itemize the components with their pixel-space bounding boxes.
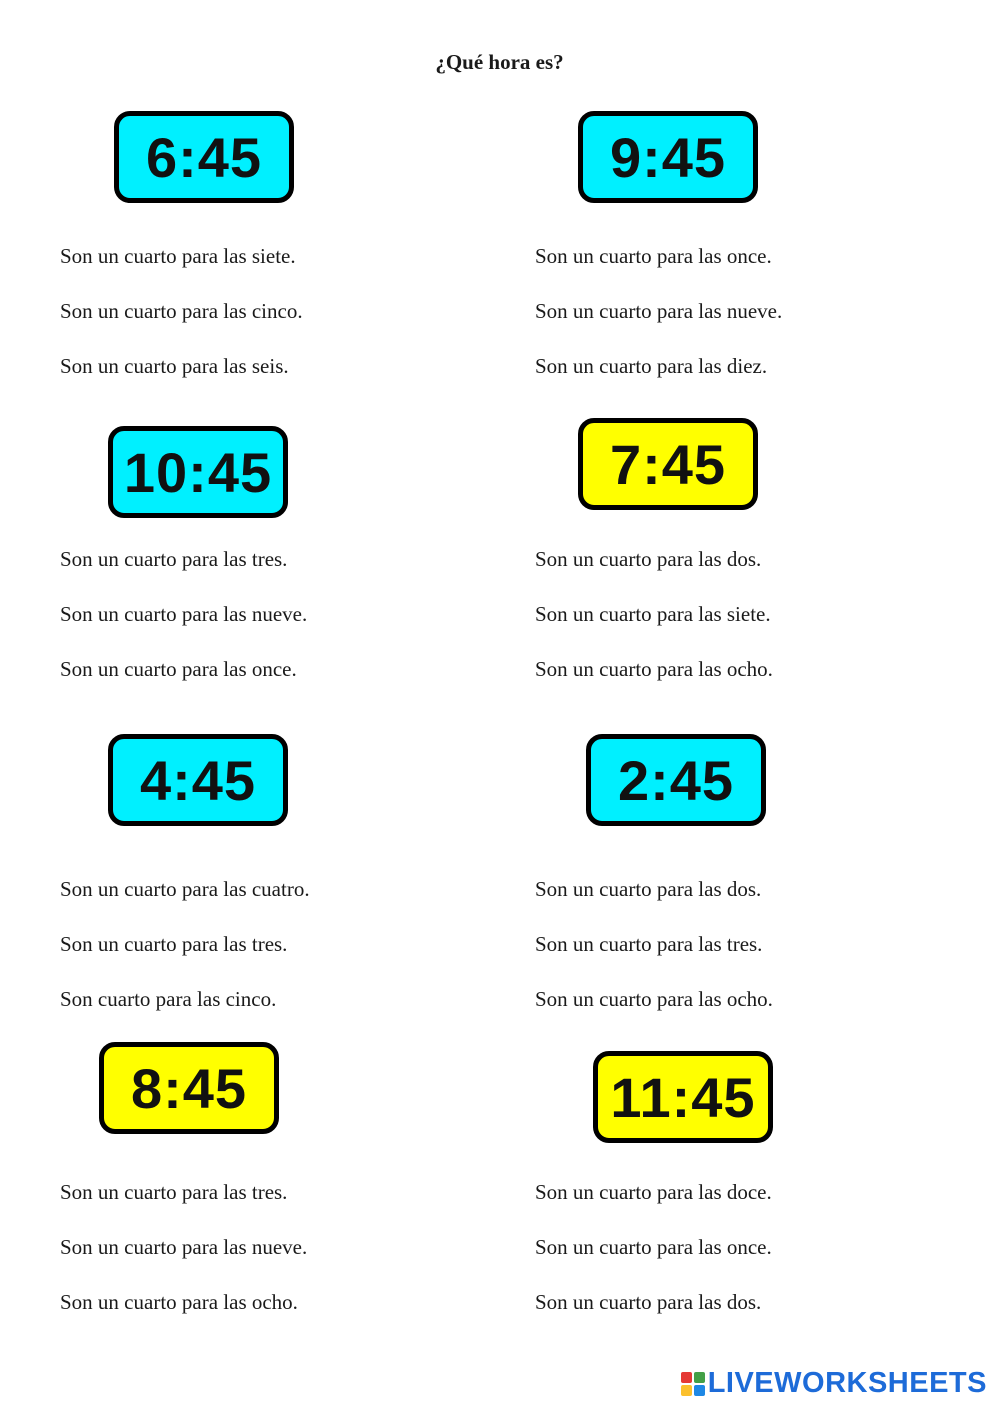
answer-option[interactable]: Son un cuarto para las once. xyxy=(535,1235,772,1259)
liveworksheets-logo-icon xyxy=(681,1372,705,1396)
liveworksheets-brand[interactable] xyxy=(681,1367,987,1400)
answer-option[interactable]: Son un cuarto para las ocho. xyxy=(60,1290,298,1314)
page-title: ¿Qué hora es? xyxy=(435,50,564,74)
digital-clock-display: 2:45 xyxy=(586,734,766,826)
answer-option[interactable]: Son un cuarto para las once. xyxy=(535,244,772,268)
answer-option[interactable]: Son un cuarto para las cuatro. xyxy=(60,877,310,901)
answer-option[interactable]: Son un cuarto para las doce. xyxy=(535,1180,772,1204)
digital-clock-display: 7:45 xyxy=(578,418,758,510)
answer-option[interactable]: Son un cuarto para las tres. xyxy=(60,1180,288,1204)
answer-option[interactable]: Son un cuarto para las diez. xyxy=(535,354,768,378)
digital-clock-display: 8:45 xyxy=(99,1042,279,1134)
answer-option[interactable]: Son un cuarto para las cinco. xyxy=(60,299,303,323)
answer-option[interactable]: Son un cuarto para las siete. xyxy=(60,244,296,268)
answer-option[interactable]: Son un cuarto para las once. xyxy=(60,657,297,681)
answer-option[interactable]: Son un cuarto para las dos. xyxy=(535,1290,762,1314)
answer-option[interactable]: Son un cuarto para las dos. xyxy=(535,547,762,571)
answer-option[interactable]: Son un cuarto para las ocho. xyxy=(535,987,773,1011)
digital-clock-display: 11:45 xyxy=(593,1051,773,1143)
brand-name: LIVEWORKSHEETS xyxy=(707,1367,987,1399)
answer-option[interactable]: Son un cuarto para las tres. xyxy=(535,932,763,956)
answer-option[interactable]: Son cuarto para las cinco. xyxy=(60,987,277,1011)
digital-clock-display: 10:45 xyxy=(108,426,288,518)
answer-option[interactable]: Son un cuarto para las seis. xyxy=(60,354,289,378)
answer-option[interactable]: Son un cuarto para las ocho. xyxy=(535,657,773,681)
answer-option[interactable]: Son un cuarto para las tres. xyxy=(60,547,288,571)
digital-clock-display: 4:45 xyxy=(108,734,288,826)
answer-option[interactable]: Son un cuarto para las tres. xyxy=(60,932,288,956)
digital-clock-display: 6:45 xyxy=(114,111,294,203)
digital-clock-display: 9:45 xyxy=(578,111,758,203)
answer-option[interactable]: Son un cuarto para las nueve. xyxy=(60,1235,308,1259)
answer-option[interactable]: Son un cuarto para las nueve. xyxy=(60,602,308,626)
answer-option[interactable]: Son un cuarto para las siete. xyxy=(535,602,771,626)
answer-option[interactable]: Son un cuarto para las dos. xyxy=(535,877,762,901)
answer-option[interactable]: Son un cuarto para las nueve. xyxy=(535,299,783,323)
